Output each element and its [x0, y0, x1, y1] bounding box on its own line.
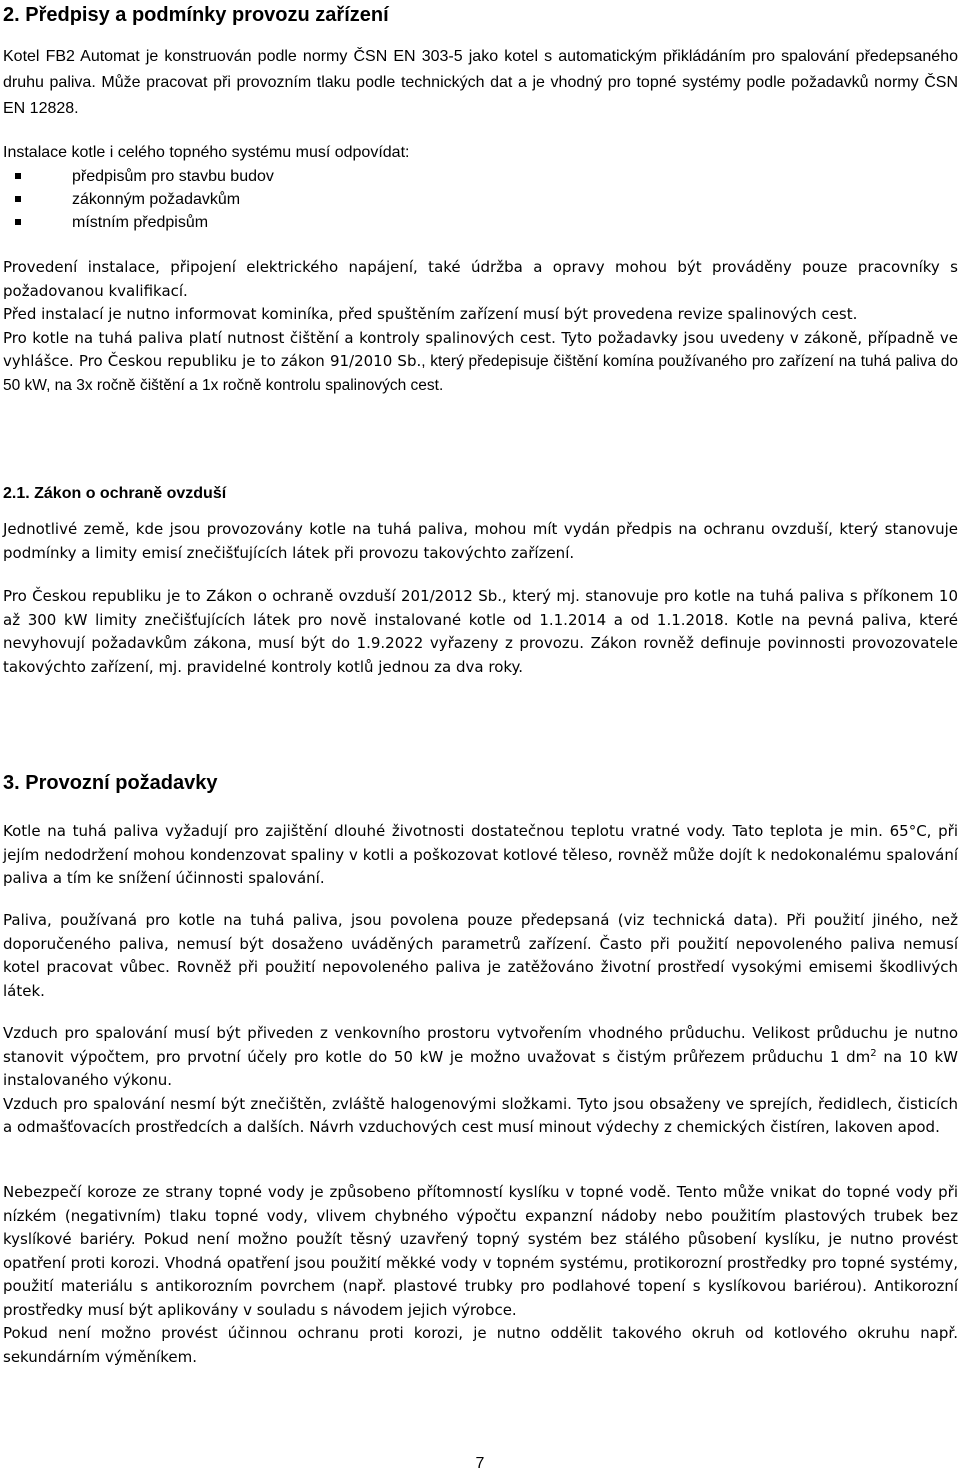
cleaning-paragraph: Pro kotle na tuhá paliva platí nutnost čištění a kontroly spalinových cest. Tyto požadavky jsou uvedeny v zákoně, případně ve vyhlášce. Pro Českou republiku je to zákon 91/2010 Sb., který předepisuje čištění komína používaného pro zařízení na tuhá paliva do 50 kW, na 3x ročně čištění a 1x ročně kontrolu spalinových cest.: [3, 328, 958, 394]
corrosion-paragraph: Nebezpečí koroze ze strany topné vody je způsobeno přítomností kyslíku v topné vodě. Tento může vnikat do topné vody při nízkém (negativním) tlaku topné vody, vlivem chybného výpočtu expanzní nádoby nebo použitím plastových trubek bez kyslíkové bariéry. Pokud není možno použít těsný uzavřený topný systém bez stálého působení kyslíku, je nutno provést opatření proti korozi. Vhodná opatření jsou použití měkké vody v topném systému, protikorozní prostředky pro topné systémy, použití materiálu s antikorozním povrchem (např. plastové trubky pro podlahové topení s kyslíkovou bariérou). Antikorozní prostředky musí být aplikovány v souladu s návodem jejich výrobce.: [3, 1183, 958, 1319]
installation-block: [3, 256, 958, 397]
list-item: zákonným požadavkům: [3, 188, 958, 211]
list-item: předpisům pro stavbu budov: [3, 165, 958, 188]
bullet-square-icon: [15, 219, 21, 225]
bullet-square-icon: [15, 173, 21, 179]
air-inlet-paragraph: Vzduch pro spalování musí být přiveden z venkovního prostoru vytvořením vhodného průduchu. Velikost průduchu je nutno stanovit výpočtem, pro prvotní účely pro kotle do 50 kW je možno uvažovat s čistým průřezem průduchu 1 $dm^2$ na 10 kW instalovaného výkonu.: [3, 1024, 958, 1089]
requirements-block: [3, 141, 958, 234]
page-number: 7: [475, 1455, 485, 1472]
list-intro: Instalace kotle i celého topného systému musí odpovídat:: [3, 144, 410, 161]
list-item: místním předpisům: [3, 211, 958, 234]
air-protection-paragraph-1: Jednotlivé země, kde jsou provozovány kotle na tuhá paliva, mohou mít vydán předpis na ochranu ovzduší, který stanovuje podmínky a limity emisí znečišťujících látek při provozu takovýchto zařízení.: [3, 520, 958, 562]
fuel-paragraph: Paliva, používaná pro kotle na tuhá paliva, jsou povolena pouze předepsaná (viz technická data). Při použití jiného, než doporučeného paliva, nemusí být dosaženo uváděných parametrů zařízení. Často při použití nepovoleného paliva nemusí kotel pracovat vůbec. Rovněž při použití nepovoleného paliva je zatěžováno životní prostředí vysokými emisemi škodlivých látek.: [3, 911, 958, 1000]
section-2-intro: Kotel FB2 Automat je konstruován podle normy ČSN EN 303-5 jako kotel s automatickým přikládáním pro spalování předepsaného druhu paliva. Může pracovat při provozním tlaku podle technických dat a je vhodný pro topné systémy podle požadavků normy ČSN EN 12828.: [3, 48, 958, 117]
section-2-heading: 2. Předpisy a podmínky provozu zařízení: [3, 4, 389, 26]
chimney-paragraph: Před instalací je nutno informovat kominíka, před spuštěním zařízení musí být provedena revize spalinových cest.: [3, 305, 858, 323]
corrosion-separation-paragraph: Pokud není možno provést účinnou ochranu proti korozi, je nutno oddělit takového okruh od kotlového okruhu např. sekundárním výměníkem.: [3, 1324, 958, 1366]
combustion-air-block: [3, 1022, 958, 1140]
return-water-paragraph: Kotle na tuhá paliva vyžadují pro zajištění dlouhé životnosti dostatečnou teplotu vratné vody. Tato teplota je min. 65°C, při jejím nedodržení mohou kondenzovat spaliny v kotli a poškozovat kotlové těleso, rovněž může dojít k nedokonalému spalování paliva a tím ke snížení účinnosti spalování.: [3, 822, 958, 887]
section-3-heading: 3. Provozní požadavky: [3, 772, 218, 794]
requirements-list: [3, 165, 958, 234]
section-2-1-heading: 2.1. Zákon o ochraně ovzduší: [3, 485, 227, 502]
corrosion-block: [3, 1181, 958, 1369]
air-protection-paragraph-2: Pro Českou republiku je to Zákon o ochraně ovzduší 201/2012 Sb., který mj. stanovuje pro kotle na tuhá paliva s příkonem 10 až 300 kW limity znečišťujících látek pro nově instalované kotle od 1.1.2014 a od 1.1.2018. Kotle na pevná paliva, které nevyhovují požadavkům zákona, musí být do 1.9.2022 vyřazeny z provozu. Zákon rovněž definuje povinnosti provozovatele takovýchto zařízení, mj. pravidelné kontroly kotlů jednou za dva roky.: [3, 587, 958, 676]
air-quality-paragraph: Vzduch pro spalování nesmí být znečištěn, zvláště halogenovými složkami. Tyto jsou obsaženy ve sprejích, ředidlech, čisticích a odmašťovacích prostředcích a dalších. Návrh vzduchových cest musí minout výdechy z chemických čistíren, lakoven apod.: [3, 1094, 958, 1136]
installation-paragraph: Provedení instalace, připojení elektrického napájení, také údržba a opravy mohou být prováděny pouze pracovníky s požadovanou kvalifikací.: [3, 258, 958, 300]
bullet-square-icon: [15, 196, 21, 202]
